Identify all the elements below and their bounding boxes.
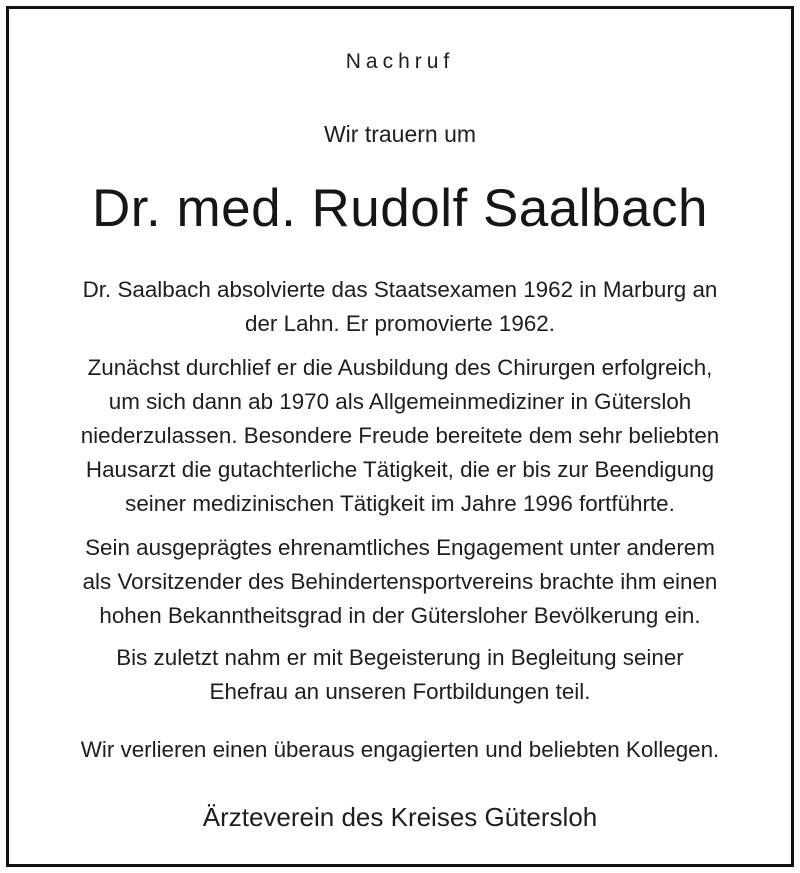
notice-heading: Nachruf (345, 50, 455, 73)
text-line: Dr. Saalbach absolvierte das Staatsexamen 1962 in Marburg an (82, 277, 718, 302)
intro-line: Wir trauern um (323, 121, 477, 147)
paragraph-training (9, 641, 791, 709)
signature: Ärzteverein des Kreises Gütersloh (202, 802, 598, 832)
paragraph-career (9, 351, 791, 521)
text-line: als Vorsitzender des Behindertensportvereins brachte ihm einen (82, 569, 718, 594)
text-line: Ehefrau an unseren Fortbildungen teil. (209, 679, 591, 704)
text-line: um sich dann ab 1970 als Allgemeinmediziner in Gütersloh (108, 389, 692, 414)
paragraph-engagement (9, 531, 791, 633)
text-line: seiner medizinischen Tätigkeit im Jahre 1996 fortführte. (125, 491, 675, 516)
paragraph-education (9, 273, 791, 341)
text-line: hohen Bekanntheitsgrad in der Gütersloher Bevölkerung ein. (99, 603, 701, 628)
deceased-name: Dr. med. Rudolf Saalbach (92, 179, 708, 238)
text-line: Bis zuletzt nahm er mit Begeisterung in Begleitung seiner (116, 645, 684, 670)
text-line: niederzulassen. Besondere Freude bereitete dem sehr beliebten (80, 423, 720, 448)
text-line: Sein ausgeprägtes ehrenamtliches Engagement unter anderem (85, 535, 715, 560)
text-line: Zunächst durchlief er die Ausbildung des Chirurgen erfolgreich, (87, 355, 713, 380)
paragraph-closing (9, 733, 791, 767)
obituary-notice (6, 6, 794, 867)
text-line: der Lahn. Er promovierte 1962. (245, 311, 555, 336)
text-line: Wir verlieren einen überaus engagierten und beliebten Kollegen. (80, 737, 720, 762)
text-line: Hausarzt die gutachterliche Tätigkeit, die er bis zur Beendigung (85, 457, 715, 482)
